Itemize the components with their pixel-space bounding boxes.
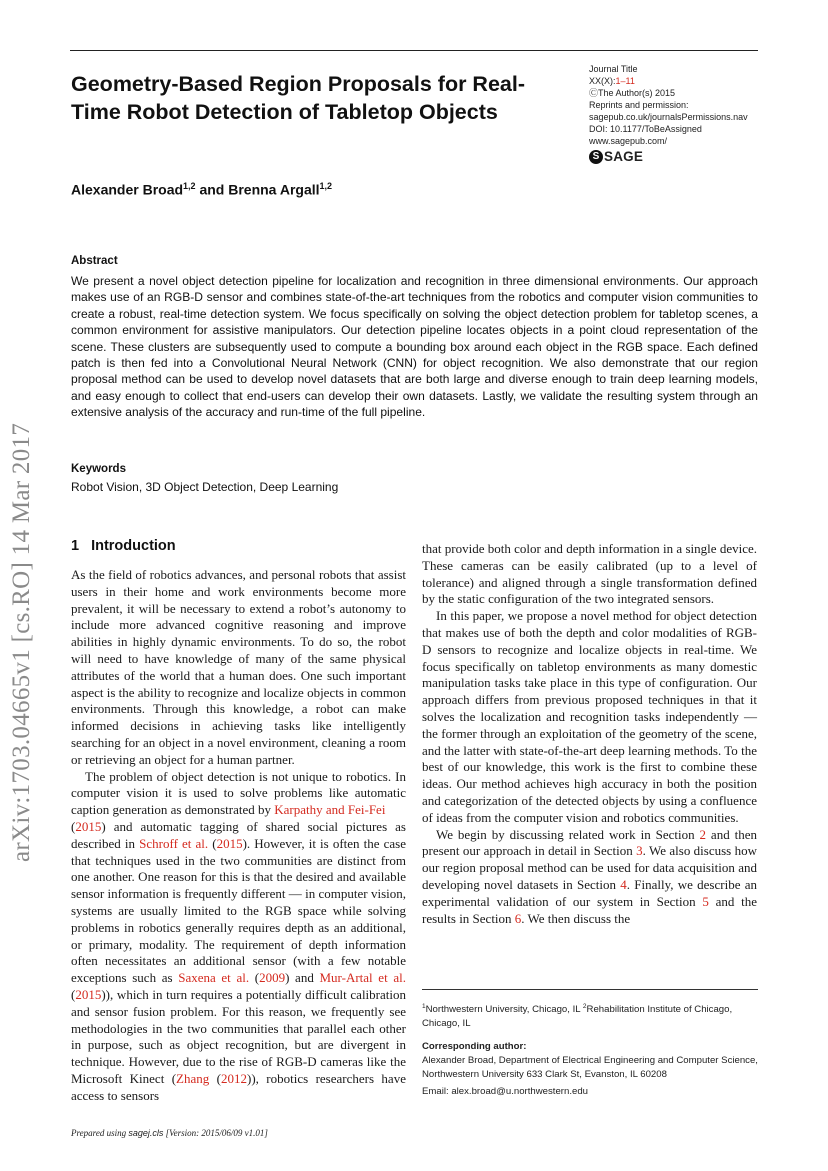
- author-line: Alexander Broad$^{1,2}$ and Brenna Argall$^{1,2}$: [71, 181, 333, 198]
- reprints-url: sagepub.co.uk/journalsPermissions.nav: [589, 112, 748, 122]
- citation-year-link[interactable]: 2009: [259, 970, 286, 986]
- citation-link[interactable]: Zhang: [176, 1070, 210, 1086]
- top-rule: [70, 50, 758, 51]
- arxiv-stamp: arXiv:1703.04665v1 [cs.RO] 14 Mar 2017: [8, 422, 35, 862]
- intro-paragraph-4: In this paper, we propose a novel method for object detection that makes use of both the depth and color modalities of RGB-D sensors to recognize and localize objects in real-time. We focus specifically on tabletop environments as many domestic manipulation tasks take place in this type of configuration. Our approach differs from previous proposed techniques in that it solves the localization and recognition tasks independently — the former through an exploitation of the geometry of the scene, and the latter with state-of-the-art deep learning methods. To the best of our knowledge, this work is the first to combine these ideas. Our method achieves high accuracy in both the position and categorization of the detected objects by using a confluence of ideas from the computer vision and robotics communities.: [422, 608, 757, 825]
- intro-paragraph-5: We begin by discussing related work in Section 2 and then present our approach in detail in Section 3. We also discuss how our region proposal method can be used for data acquisition and developing novel datasets in Section 4. Finally, we describe an experimental validation of our system in Section 5 and the results in Section 6. We then discuss the: [422, 826, 757, 926]
- keywords-heading: Keywords: [71, 463, 126, 475]
- journal-meta: [589, 63, 779, 164]
- body-column-left: [71, 567, 406, 1105]
- footnote-rule: [422, 989, 758, 990]
- sage-logo: S SAGE: [589, 150, 779, 164]
- author-1: Alexander Broad: [71, 181, 184, 198]
- intro-paragraph-2: The problem of object detection is not unique to robotics. In computer vision it is used to solve problems like automatic caption generation as demonstrated by Karpathy and Fei-Fei (2015) and automatic tagging of shared social pictures as described in Schroff et al. (2015). However, it is often the case that techniques used in the two communities are distinct from one another. One reason for this is that the desired and available sensor information is frequently different — in computer vision, systems are usually limited to the RGB space while solving problems in robotics generally requires depth as an additional, or primary, modality. The requirement of depth information often necessitates an additional sensor (with a few notable exceptions such as Saxena et al. (2009) and Mur-Artal et al. (2015)), which in turn requires a potentially difficult calibration and sensor fusion problem. For this reason, we frequently see methodologies in the two communities that parallel each other in purpose, such as object recognition, but are divergent in technique. However, due to the rise of RGB-D cameras like the Microsoft Kinect (Zhang (2012)), robotics researchers have access to sensors: [71, 768, 406, 1103]
- page-range-link[interactable]: 1–11: [615, 76, 635, 86]
- citation-link[interactable]: Saxena et al.: [178, 970, 250, 986]
- corresponding-author-text: Alexander Broad, Department of Electrical Engineering and Computer Science, Northwestern University 633 Clark St, Evanston, IL 60208: [422, 1055, 758, 1080]
- corresponding-email: Email: alex.broad@u.northwestern.edu: [422, 1086, 588, 1097]
- copyright: ⒸThe Author(s) 2015: [589, 88, 676, 98]
- section-ref-link[interactable]: 2: [699, 826, 707, 842]
- doi: DOI: 10.1177/ToBeAssigned: [589, 124, 702, 134]
- corresponding-author-heading: Corresponding author:: [422, 1041, 527, 1052]
- sage-s-icon: S: [589, 150, 603, 164]
- affiliations: $^1$Northwestern University, Chicago, IL $^2$Rehabilitation Institute of Chicago, Chicago, IL: [422, 1003, 733, 1030]
- keywords-text: Robot Vision, 3D Object Detection, Deep Learning: [71, 480, 339, 494]
- citation-link[interactable]: Schroff et al.: [139, 835, 209, 851]
- citation-year-link[interactable]: 2012: [221, 1070, 247, 1086]
- section-ref-link[interactable]: 4: [620, 876, 627, 892]
- abstract-text: We present a novel object detection pipeline for localization and recognition in three dimensional environments. Our approach makes use of an RGB-D sensor and combines state-of-the-art techniques from the robotics and computer vision communities to create a robust, real-time detection system. We focus specifically on solving the object detection problem for tabletop scenes, a common environment for assistive manipulators. Our detection pipeline locates objects in a point cloud representation of the scene. These clusters are subsequently used to compute a bounding box around each object in the RGB space. Each defined patch is then fed into a Convolutional Neural Network (CNN) for object recognition. We also demonstrate that our region proposal method can be used to develop novel datasets that are both large and diverse enough to train deep learning models, and easy enough to collect that end-users can develop their own datasets. Lastly, we validate the resulting system through an extensive analysis of the accuracy and run-time of the full pipeline.: [71, 274, 758, 420]
- section-title: Introduction: [91, 538, 176, 554]
- citation-year-link[interactable]: 2015: [75, 818, 102, 834]
- citation-link[interactable]: Karpathy and Fei-Fei: [274, 802, 386, 818]
- page-footer: Prepared using sagej.cls [Version: 2015/06/09 v1.01]: [71, 1128, 268, 1138]
- intro-paragraph-3: that provide both color and depth information in a single device. These cameras can be easily calibrated (up to a level of tolerance) and aligned through a single transformation defined by the static configuration of the two integrated sensors.: [422, 541, 757, 607]
- reprints-label: Reprints and permission:: [589, 100, 689, 110]
- website: www.sagepub.com/: [589, 136, 668, 146]
- intro-paragraph-1: As the field of robotics advances, and personal robots that assist users in their home and work environments become more prevalent, it will be necessary to extend a robot’s autonomy to include more advanced cognitive reasoning and improve abilities in highly dynamic environments. To do so, the robot will need to have knowledge of many of the same physical attributes of the world that a human does. One such important aspect is the ability to recognize and localize objects in common environments. Through this knowledge, a robot can make informed decisions in achieving tasks like intelligently searching for an object in a novel environment, cleaning a room or retrieving an object for a human partner.: [71, 567, 406, 767]
- citation-link[interactable]: Mur-Artal et al.: [319, 970, 406, 986]
- citation-year-link[interactable]: 2015: [75, 986, 102, 1002]
- citation-year-link[interactable]: 2015: [216, 835, 243, 851]
- section-ref-link[interactable]: 6: [514, 910, 522, 926]
- section-ref-link[interactable]: 3: [636, 843, 643, 859]
- abstract-heading: Abstract: [71, 255, 118, 267]
- journal-volume: XX(X):1–11: [589, 76, 635, 86]
- author-1-affil: 1,2: [183, 181, 196, 191]
- paper-title: Geometry-Based Region Proposals for Real-Time Robot Detection of Tabletop Objects: [71, 72, 525, 124]
- author-2-affil: 1,2: [319, 181, 333, 191]
- section-ref-link[interactable]: 5: [702, 893, 709, 909]
- body-column-right: [422, 541, 757, 927]
- journal-title: Journal Title: [589, 64, 638, 74]
- author-2: Brenna Argall: [228, 181, 320, 198]
- section-number: 1: [71, 538, 80, 554]
- section-heading: [71, 538, 176, 554]
